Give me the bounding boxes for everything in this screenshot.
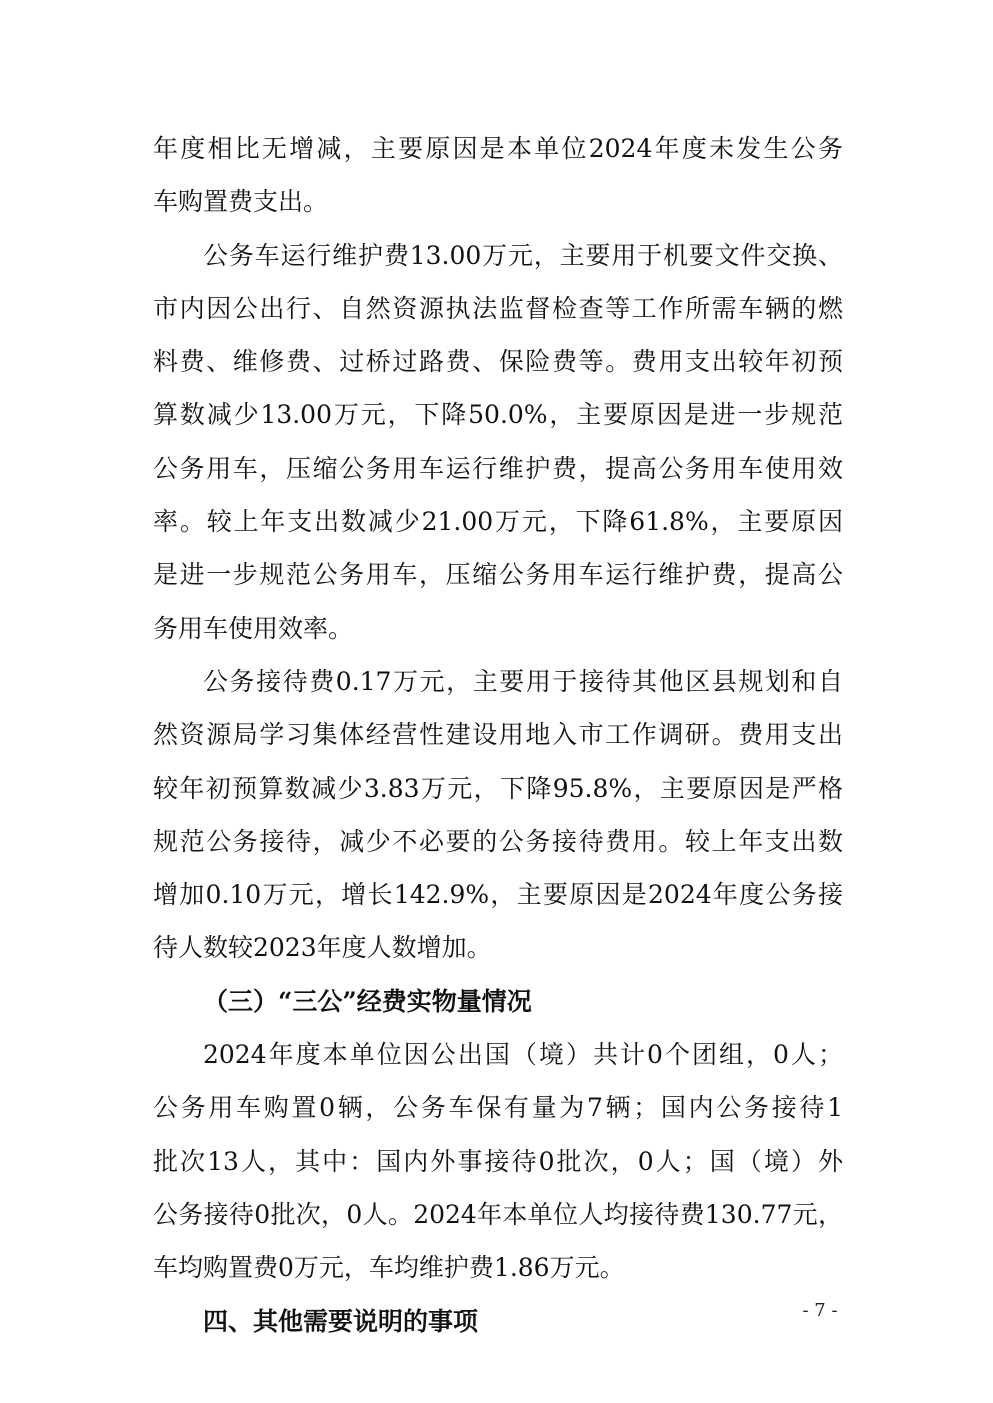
paragraph-physical-quantities [153, 1028, 843, 1294]
text-line: 然资源局学习集体经营性建设用地入市工作调研。费用支出 [153, 720, 843, 750]
text-line: 批次13人，其中：国内外事接待0批次，0人；国（境）外 [153, 1146, 843, 1176]
document-page [153, 122, 843, 1348]
text-line: 公务车运行维护费13.00万元，主要用于机要文件交换、 [203, 240, 843, 270]
paragraph-vehicle-purchase-continuation [153, 122, 843, 229]
section-subheading: （三）“三公”经费实物量情况 [203, 986, 532, 1016]
text-line: 公务接待0批次，0人。2024年本单位人均接待费130.77元， [153, 1199, 843, 1229]
section-heading: 四、其他需要说明的事项 [203, 1306, 479, 1336]
text-line: 市内因公出行、自然资源执法监督检查等工作所需车辆的燃 [153, 293, 843, 323]
paragraph-vehicle-maintenance [153, 229, 843, 655]
text-line: 规范公务接待，减少不必要的公务接待费用。较上年支出数 [153, 826, 843, 856]
paragraph-official-reception [153, 655, 843, 975]
text-line: 公务用车购置0辆，公务车保有量为7辆；国内公务接待1 [153, 1093, 843, 1123]
text-line: 是进一步规范公务用车，压缩公务用车运行维护费，提高公 [153, 560, 843, 590]
text-line: 车均购置费0万元，车均维护费1.86万元。 [153, 1253, 625, 1283]
text-line: 待人数较2023年度人数增加。 [153, 933, 492, 963]
text-line: 年度相比无增减，主要原因是本单位2024年度未发生公务 [153, 134, 843, 163]
text-line: 料费、维修费、过桥过路费、保险费等。费用支出较年初预 [153, 347, 843, 377]
page-number: - 7 - [802, 1300, 838, 1321]
text-line: 较年初预算数减少3.83万元，下降95.8%，主要原因是严格 [153, 773, 843, 803]
text-line: 公务用车，压缩公务用车运行维护费，提高公务用车使用效 [153, 453, 843, 483]
text-line: 2024年度本单位因公出国（境）共计0个团组，0人； [203, 1040, 843, 1070]
text-line: 率。较上年支出数减少21.00万元，下降61.8%，主要原因 [153, 507, 843, 537]
text-line: 算数减少13.00万元，下降50.0%，主要原因是进一步规范 [153, 400, 843, 430]
text-line: 务用车使用效率。 [153, 613, 354, 643]
text-line: 车购置费支出。 [153, 187, 329, 217]
text-line: 增加0.10万元，增长142.9%，主要原因是2024年度公务接 [153, 880, 843, 910]
text-line: 公务接待费0.17万元，主要用于接待其他区县规划和自 [203, 666, 843, 696]
